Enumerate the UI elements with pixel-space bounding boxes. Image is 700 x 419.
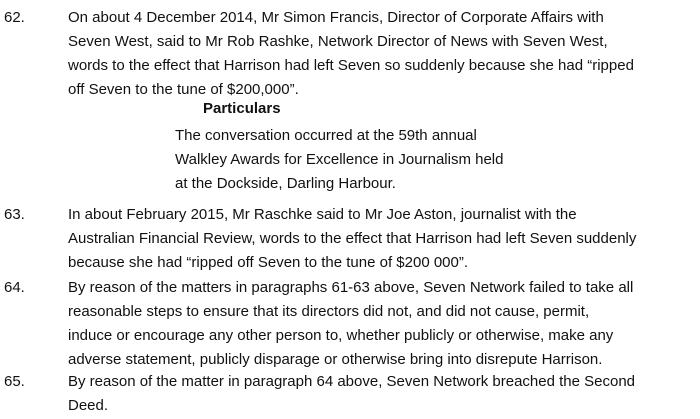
paragraph-line: induce or encourage any other person to, whether publicly or otherwise, make any: [68, 327, 614, 344]
paragraph-text: [68, 276, 700, 372]
paragraph-line: By reason of the matter in paragraph 64 above, Seven Network breached the Second: [68, 373, 636, 390]
paragraph-line: off Seven to the tune of $200,000”.: [68, 81, 299, 98]
paragraph-line: By reason of the matters in paragraphs 61-63 above, Seven Network failed to take all: [68, 279, 634, 296]
paragraph-line: Australian Financial Review, words to the effect that Harrison had left Seven suddenly: [68, 230, 637, 247]
paragraph-line: words to the effect that Harrison had left Seven so suddenly because she had “ripped: [68, 57, 634, 74]
particulars-line: at the Dockside, Darling Harbour.: [175, 175, 396, 192]
paragraph-line: On about 4 December 2014, Mr Simon Francis, Director of Corporate Affairs with: [68, 9, 604, 26]
paragraph-line: adverse statement, publicly disparage or otherwise bring into disrepute Harrison.: [68, 351, 603, 368]
paragraph-64: [0, 276, 700, 372]
paragraph-number: 64.: [4, 279, 25, 296]
paragraph-number: 63.: [4, 206, 25, 223]
paragraph-62: [0, 6, 700, 102]
particulars-line: The conversation occurred at the 59th annual: [175, 127, 477, 144]
paragraph-text: [68, 6, 700, 102]
particulars-text: [175, 124, 503, 196]
particulars-heading: Particulars: [203, 100, 281, 117]
paragraph-line: Seven West, said to Mr Rob Rashke, Network Director of News with Seven West,: [68, 33, 608, 50]
paragraph-line: reasonable steps to ensure that its directors did not, and did not cause, permit,: [68, 303, 590, 320]
particulars-line: Walkley Awards for Excellence in Journalism held: [175, 151, 504, 168]
paragraph-line: Deed.: [68, 397, 109, 414]
paragraph-line: because she had “ripped off Seven to the tune of $200 000”.: [68, 254, 469, 271]
paragraph-number: 62.: [4, 9, 25, 26]
paragraph-line: In about February 2015, Mr Raschke said to Mr Joe Aston, journalist with the: [68, 206, 577, 223]
paragraph-63: [0, 203, 700, 275]
paragraph-text: [68, 370, 700, 418]
paragraph-number: 65.: [4, 373, 25, 390]
paragraph-text: [68, 203, 700, 275]
paragraph-65: [0, 370, 700, 418]
